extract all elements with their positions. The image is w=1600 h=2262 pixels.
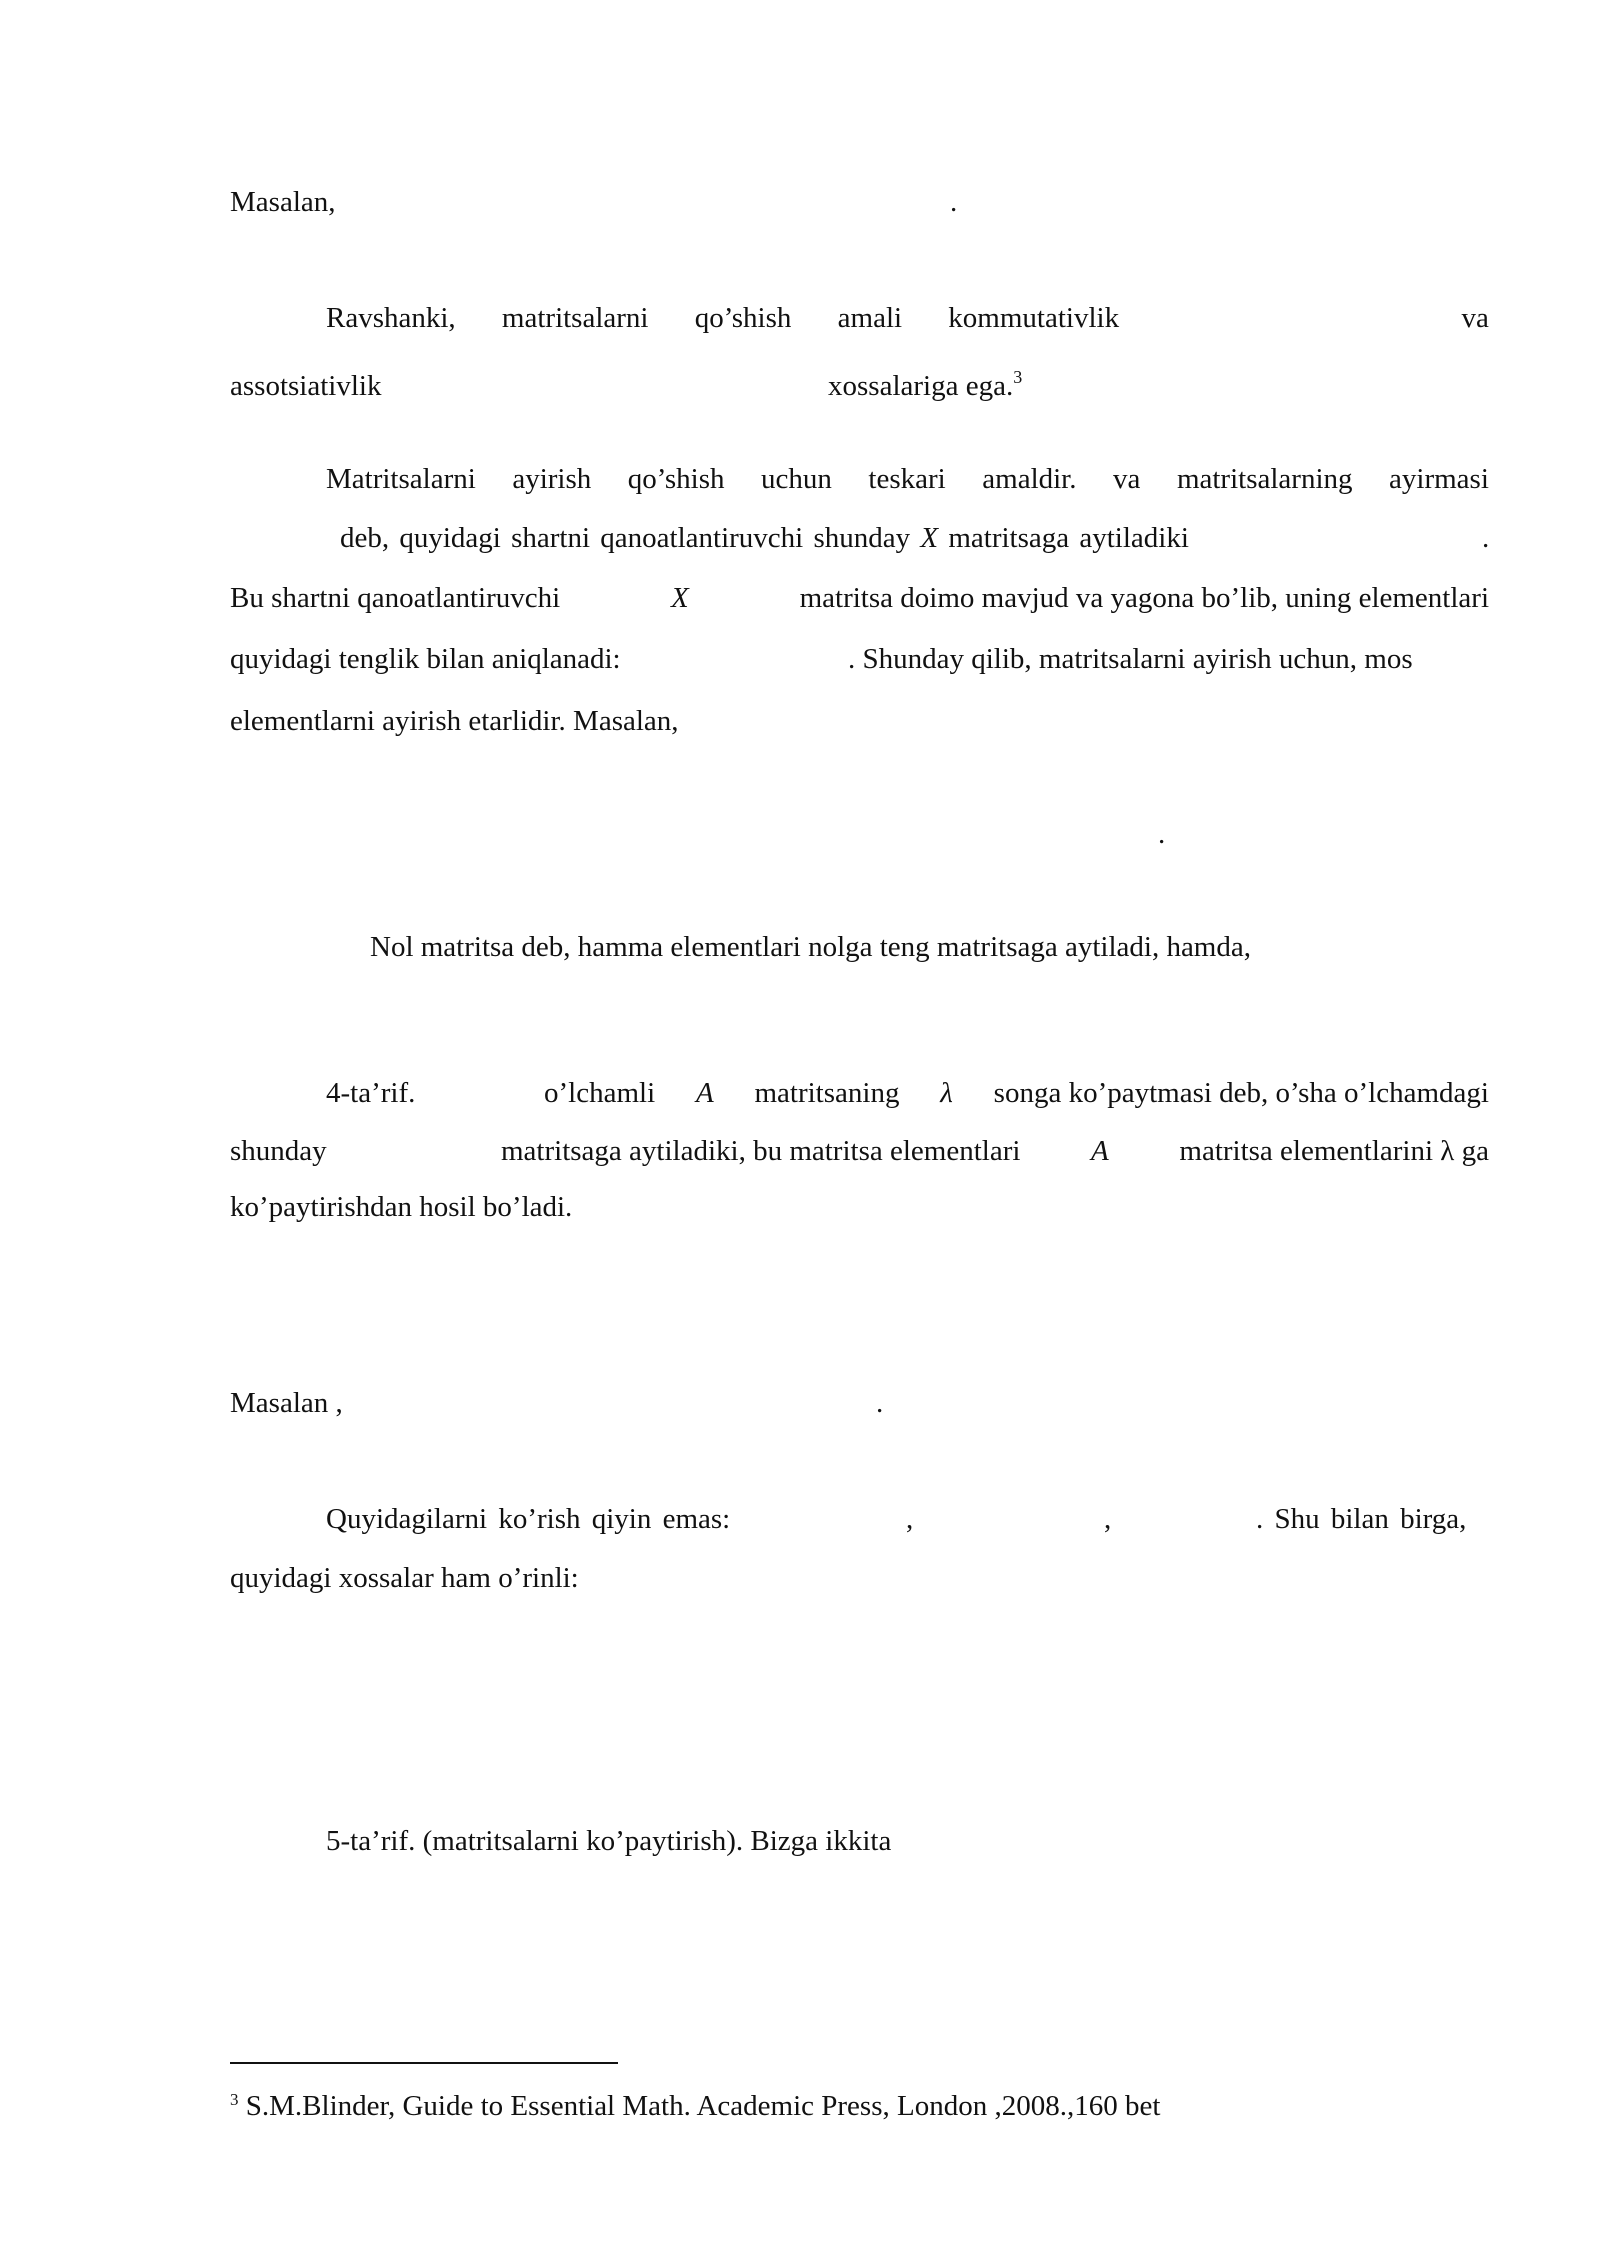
example-dot-1: .	[950, 186, 958, 218]
subtraction-line-3: Bu shartni qanoatlantiruvchi X matritsa doimo mavjud va yagona bo’lib, uning elementlari	[230, 582, 1489, 614]
variable-x: X	[920, 522, 939, 554]
footnote	[230, 2088, 1160, 2124]
definition-4-line-2: matritsaga aytiladiki, bu matritsa elementlari A matritsa elementlarini λ ga	[501, 1135, 1489, 1167]
footnote-marker: 3	[230, 2090, 239, 2109]
properties-comma-1: ,	[906, 1503, 914, 1535]
footnote-text: S.M.Blinder, Guide to Essential Math. Academic Press, London ,2008.,160 bet	[245, 2090, 1161, 2122]
properties-line-2: quyidagi xossalar ham o’rinli:	[230, 1562, 579, 1594]
variable-x-2: X	[671, 582, 689, 614]
example-line-1	[230, 184, 336, 220]
properties-tail: . Shu bilan birga,	[1256, 1503, 1467, 1535]
definition-4-line-3: ko’paytirishdan hosil bo’ladi.	[230, 1191, 573, 1223]
subtraction-line-2: deb, quyidagi shartni qanoatlantiruvchi shunday X matritsaga aytiladiki	[340, 522, 1189, 554]
subtraction-line-4a: quyidagi tenglik bilan aniqlanadi:	[230, 643, 621, 675]
subtraction-line-2-dot: .	[1482, 522, 1490, 554]
subtraction-line-5: elementlarni ayirish etarlidir. Masalan,	[230, 705, 679, 737]
properties-comma-2: ,	[1104, 1503, 1112, 1535]
subtraction-line-4b: . Shunday qilib, matritsalarni ayirish uchun, mos	[848, 643, 1413, 675]
definition-5-line: 5-ta’rif. (matritsalarni ko’paytirish). Bizga ikkita	[326, 1825, 892, 1857]
example-dot-2: .	[876, 1387, 884, 1419]
example-lead: Masalan,	[230, 186, 336, 218]
definition-4-label: 4-ta’rif.	[326, 1077, 416, 1109]
properties-intro: Quyidagilarni ko’rish qiyin emas:	[326, 1503, 731, 1535]
definition-4-line-1: o’lchamli A matritsaning λ songa ko’paytmasi deb, o’sha o’lchamdagi	[544, 1077, 1489, 1109]
subtraction-example-dot: .	[1158, 818, 1166, 850]
footnote-separator	[230, 2062, 618, 2064]
properties-text: xossalariga ega.$^3$	[828, 367, 1023, 402]
definition-4-line-2a: shunday	[230, 1135, 327, 1167]
subtraction-line-1: Matritsalarni ayirish qo’shish uchun teskari amaldir. va matritsalarning ayirmasi	[326, 463, 1489, 495]
example-line-2: Masalan ,	[230, 1387, 343, 1419]
footnote-reference[interactable]: 3	[1013, 367, 1023, 387]
zero-matrix-line: Nol matritsa deb, hamma elementlari nolga teng matritsaga aytiladi, hamda,	[370, 931, 1251, 963]
commutativity-line: Ravshanki, matritsalarni qo’shish amali kommutativlik va	[326, 302, 1489, 334]
associativity-word: assotsiativlik	[230, 370, 382, 402]
